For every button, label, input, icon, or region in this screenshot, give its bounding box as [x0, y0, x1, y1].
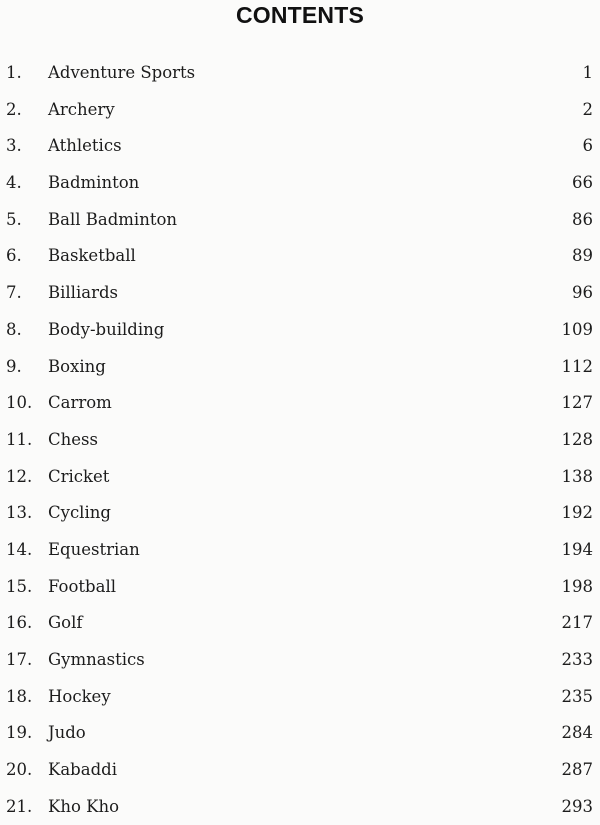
entry-page-number: 235	[561, 686, 593, 706]
entry-number: 17.	[6, 650, 33, 669]
entry-title: Archery	[48, 99, 115, 119]
toc-entry	[0, 679, 600, 716]
toc-entry	[0, 202, 600, 239]
entry-number: 5.	[6, 209, 22, 229]
entry-number: 11.	[6, 429, 33, 449]
entry-title: Billiards	[48, 283, 118, 303]
entry-title: Gymnastics	[48, 650, 145, 669]
entry-page-number: 192	[561, 503, 593, 523]
entry-page-number: 233	[561, 650, 593, 669]
entry-number: 1.	[6, 63, 22, 82]
entry-title: Cricket	[48, 466, 110, 486]
entry-page-number: 194	[561, 539, 593, 559]
entry-page-number: 66	[572, 173, 593, 193]
entry-page-number: 96	[572, 283, 593, 303]
toc-list	[0, 55, 600, 825]
entry-number: 7.	[6, 283, 22, 303]
entry-page-number: 109	[561, 319, 593, 339]
entry-number: 15.	[6, 576, 33, 596]
toc-entry	[0, 459, 600, 496]
entry-page-number: 112	[561, 356, 593, 376]
toc-entry	[0, 605, 600, 642]
entry-title: Kho Kho	[48, 796, 120, 816]
toc-entry	[0, 349, 600, 386]
entry-title: Basketball	[48, 246, 136, 266]
entry-page-number: 89	[572, 246, 593, 266]
entry-title: Cycling	[48, 503, 111, 523]
entry-page-number: 6	[582, 136, 593, 156]
entry-number: 12.	[6, 466, 33, 486]
entry-title: Body-building	[48, 319, 165, 339]
entry-number: 20.	[6, 760, 33, 780]
entry-page-number: 86	[572, 209, 593, 229]
toc-entry	[0, 92, 600, 129]
toc-entry	[0, 642, 600, 679]
toc-entry	[0, 752, 600, 789]
page-title: CONTENTS	[235, 2, 365, 28]
entry-title: Carrom	[48, 393, 112, 413]
toc-entry	[0, 128, 600, 165]
entry-page-number: 284	[561, 723, 593, 743]
toc-entry	[0, 275, 600, 312]
entry-title: Golf	[48, 613, 83, 633]
entry-number: 2.	[6, 99, 22, 119]
entry-title: Badminton	[48, 173, 140, 193]
entry-page-number: 127	[561, 393, 593, 413]
toc-entry	[0, 55, 600, 92]
toc-entry	[0, 422, 600, 459]
entry-page-number: 128	[561, 429, 593, 449]
entry-title: Adventure Sports	[48, 63, 196, 82]
toc-entry	[0, 238, 600, 275]
entry-page-number: 217	[561, 613, 593, 633]
toc-entry	[0, 495, 600, 532]
entry-number: 9.	[6, 356, 22, 376]
entry-number: 13.	[6, 503, 33, 523]
entry-title: Athletics	[48, 136, 122, 156]
entry-number: 10.	[6, 393, 33, 413]
entry-number: 3.	[6, 136, 22, 156]
entry-number: 4.	[6, 173, 22, 193]
toc-entry	[0, 385, 600, 422]
entry-title: Equestrian	[48, 539, 140, 559]
entry-number: 6.	[6, 246, 22, 266]
entry-number: 19.	[6, 723, 33, 743]
entry-page-number: 293	[561, 796, 593, 816]
entry-page-number: 138	[561, 466, 593, 486]
entry-title: Hockey	[48, 686, 111, 706]
entry-title: Boxing	[48, 356, 106, 376]
toc-entry	[0, 569, 600, 606]
entry-number: 18.	[6, 686, 33, 706]
toc-entry	[0, 312, 600, 349]
toc-entry	[0, 715, 600, 752]
entry-title: Football	[48, 576, 116, 596]
entry-number: 14.	[6, 539, 33, 559]
toc-entry	[0, 165, 600, 202]
entry-page-number: 2	[582, 99, 593, 119]
entry-title: Kabaddi	[48, 760, 117, 780]
entry-page-number: 198	[561, 576, 593, 596]
entry-number: 16.	[6, 613, 33, 633]
entry-page-number: 1	[582, 63, 593, 82]
entry-page-number: 287	[561, 760, 593, 780]
entry-number: 8.	[6, 319, 22, 339]
toc-entry	[0, 532, 600, 569]
entry-number: 21.	[6, 796, 33, 816]
entry-title: Judo	[48, 723, 86, 743]
entry-title: Ball Badminton	[48, 209, 178, 229]
entry-title: Chess	[48, 429, 98, 449]
